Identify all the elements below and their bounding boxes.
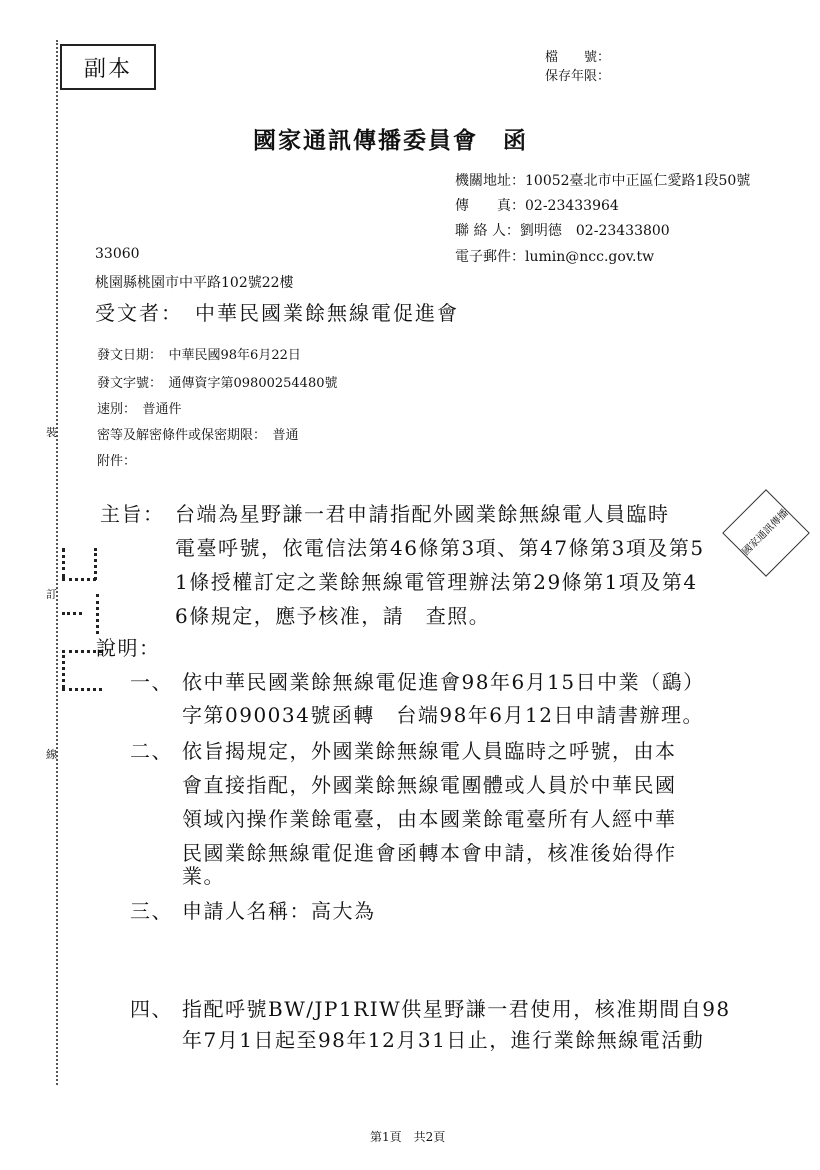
item-line: 依中華民國業餘無線電促進會98年6月15日中業（鷂） (182, 670, 705, 694)
punch-mark (62, 688, 102, 691)
official-seal (722, 489, 810, 577)
file-number-field: 檔 號： (545, 50, 611, 65)
sender-address: 機關地址：10052臺北市中正區仁愛路1段50號 (455, 173, 751, 189)
recipient-street-address: 桃園縣桃園市中平路102號22樓 (95, 275, 294, 291)
seal-text: 國家通訊傳播 (740, 507, 791, 558)
subject-line: 電臺呼號，依電信法第46條第3項、第47條第3項及第5 (175, 536, 705, 560)
subject-line: 1條授權訂定之業餘無線電管理辦法第29條第1項及第4 (175, 570, 698, 594)
explanation-label: 說明： (96, 636, 161, 660)
item-number: 一、 (130, 670, 173, 694)
page-number: 第1頁 共2頁 (370, 1130, 446, 1144)
document-number: 發文字號： 通傳資字第09800254480號 (97, 376, 338, 391)
security-level: 密等及解密條件或保密期限： 普通 (97, 428, 299, 443)
sender-email: 電子郵件：lumin@ncc.gov.tw (455, 249, 655, 265)
item-line: 申請人名稱：高大為 (182, 899, 376, 923)
punch-mark (62, 548, 65, 578)
recipient-line: 受文者： 中華民國業餘無線電促進會 (95, 301, 459, 325)
retention-field: 保存年限： (545, 69, 611, 84)
document-title: 國家通訊傳播委員會 函 (253, 127, 528, 154)
item-line: 依旨揭規定，外國業餘無線電人員臨時之呼號，由本 (182, 739, 677, 763)
punch-mark (96, 594, 99, 634)
subject-label: 主旨： (100, 502, 165, 526)
punch-mark (62, 612, 82, 615)
item-line: 會直接指配，外國業餘無線電團體或人員於中華民國 (182, 773, 677, 797)
copy-stamp: 副本 (60, 44, 156, 90)
item-line: 指配呼號BW/JP1RIW供星野謙一君使用，核准期間自98 (182, 997, 731, 1021)
item-number: 四、 (130, 997, 173, 1021)
recipient-postal-code: 33060 (95, 246, 140, 262)
item-line: 領域內操作業餘電臺，由本國業餘電臺所有人經中華 (182, 807, 677, 831)
subject-line: 台端為星野謙一君申請指配外國業餘無線電人員臨時 (175, 502, 670, 526)
item-line: 年7月1日起至98年12月31日止，進行業餘無線電活動 (182, 1028, 705, 1052)
item-line: 業。 (182, 864, 225, 888)
binding-label-bottom: 線 (46, 748, 57, 761)
binding-label-top: 裝 (46, 426, 57, 439)
item-line: 字第090034號函轉 台端98年6月12日申請書辦理。 (182, 703, 704, 727)
punch-mark (62, 650, 65, 688)
sender-fax: 傳 真：02-23433964 (455, 198, 619, 214)
subject-line: 6條規定，應予核准，請 查照。 (175, 604, 491, 628)
delivery-speed: 速別： 普通件 (97, 402, 182, 417)
binding-dotted-line (56, 40, 58, 1085)
item-number: 三、 (130, 899, 173, 923)
attachments: 附件： (97, 454, 137, 469)
sender-contact: 聯 絡 人：劉明德 02-23433800 (455, 223, 670, 239)
item-number: 二、 (130, 739, 173, 763)
issue-date: 發文日期： 中華民國98年6月22日 (97, 348, 301, 363)
binding-label-middle: 訂 (46, 588, 57, 601)
punch-mark (62, 578, 96, 581)
punch-mark (94, 548, 97, 580)
item-line: 民國業餘無線電促進會函轉本會申請，核准後始得作 (182, 841, 677, 865)
